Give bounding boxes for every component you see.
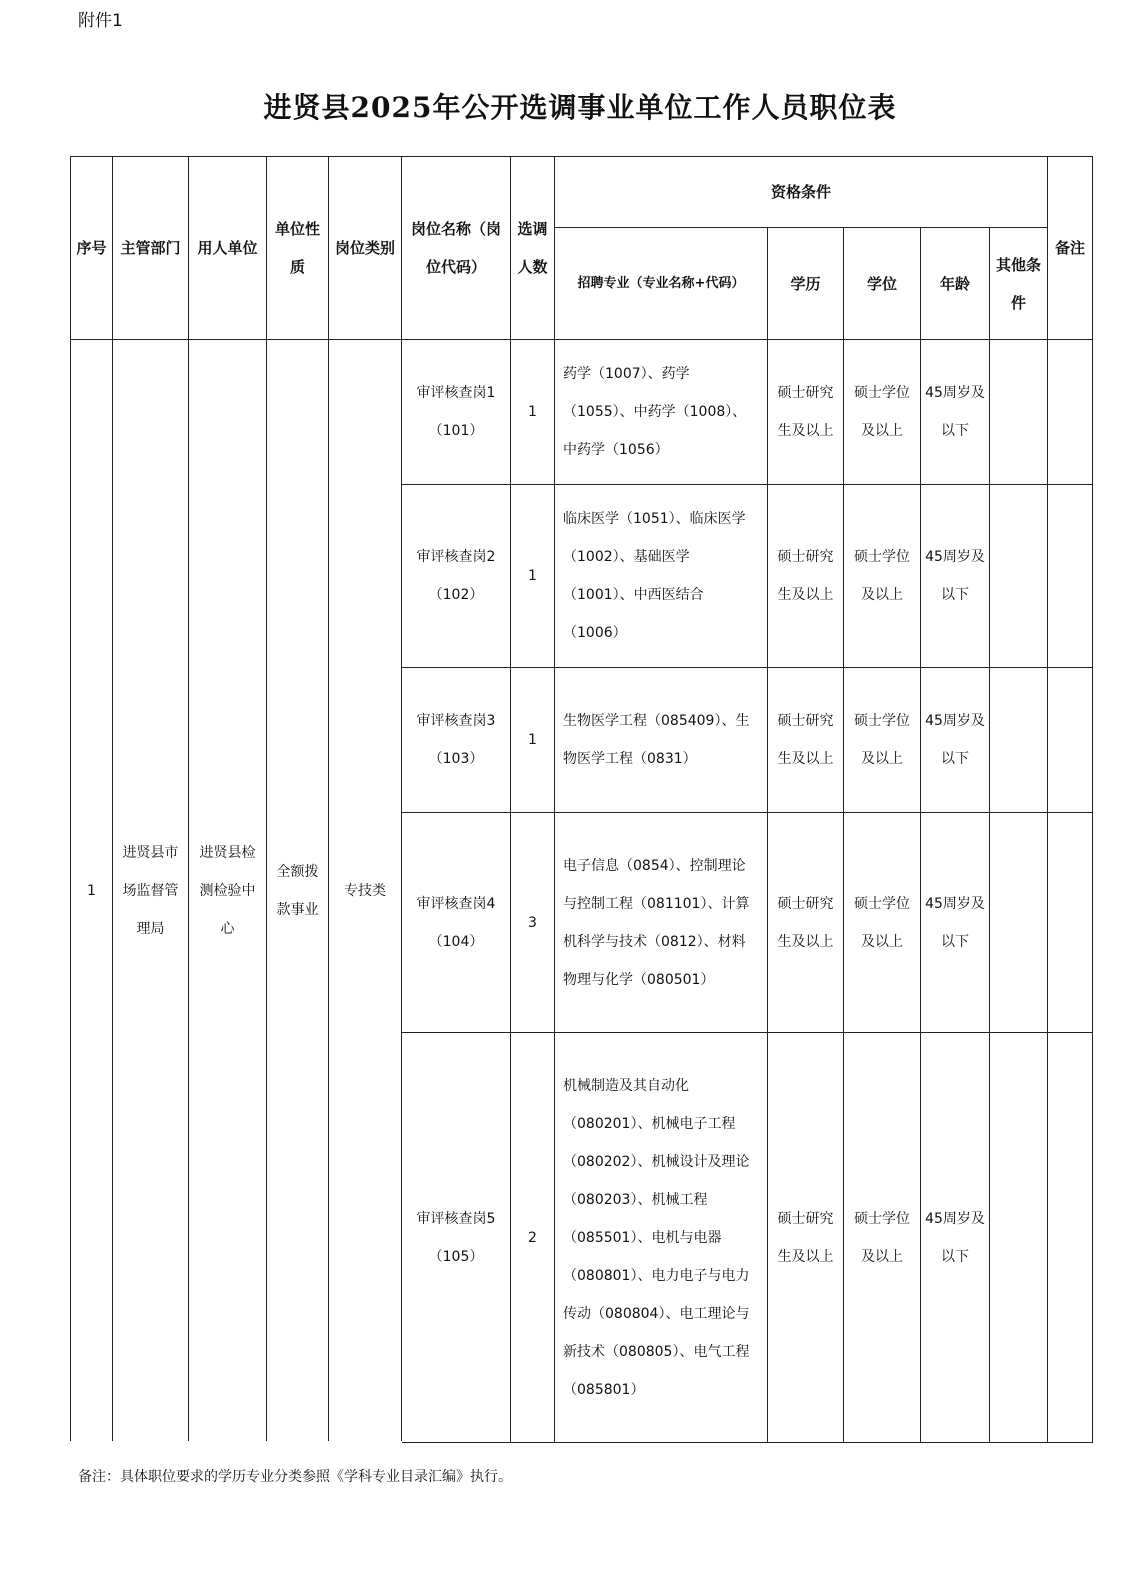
cell-other (990, 485, 1048, 668)
cell-post-name (402, 485, 511, 668)
header-remark: 备注 (1048, 157, 1093, 340)
cell-degree: 硕士学位及以上 (844, 340, 921, 485)
cell-remark (1048, 340, 1093, 485)
cell-remark (1048, 485, 1093, 668)
cell-major: 临床医学（1051）、临床医学（1002）、基础医学（1001）、中西医结合（1006） (555, 485, 768, 668)
cell-age: 45周岁及以下 (921, 485, 990, 668)
cell-employer: 进贤县检测检验中心 (189, 340, 267, 1443)
header-post-name: 岗位名称（岗位代码） (402, 157, 511, 340)
cell-post-name (402, 340, 511, 485)
header-major: 招聘专业（专业名称+代码） (555, 228, 768, 340)
cell-count: 3 (511, 813, 555, 1033)
post-code: （103） (428, 751, 484, 767)
cell-degree: 硕士学位及以上 (844, 1033, 921, 1443)
cell-other (990, 340, 1048, 485)
header-dept: 主管部门 (113, 157, 189, 340)
cell-count: 1 (511, 340, 555, 485)
cell-age: 45周岁及以下 (921, 813, 990, 1033)
post-name: 审评核查岗5 (416, 1210, 496, 1227)
header-employer: 用人单位 (189, 157, 267, 340)
cell-other (990, 1033, 1048, 1443)
cell-remark (1048, 668, 1093, 813)
post-name: 审评核查岗1 (416, 385, 496, 401)
footnote: 备注：具体职位要求的学历专业分类参照《学科专业目录汇编》执行。 (78, 1469, 512, 1485)
cell-education: 硕士研究生及以上 (768, 485, 844, 668)
header-other: 其他条件 (990, 228, 1048, 340)
cell-seq: 1 (71, 340, 113, 1443)
post-name: 审评核查岗2 (416, 549, 496, 565)
cell-education: 硕士研究生及以上 (768, 813, 844, 1033)
cell-age: 45周岁及以下 (921, 340, 990, 485)
cell-other (990, 668, 1048, 813)
page-title: 进贤县2025年公开选调事业单位工作人员职位表 (263, 91, 897, 124)
header-post-category: 岗位类别 (329, 157, 402, 340)
cell-major: 药学（1007）、药学（1055）、中药学（1008）、中药学（1056） (555, 340, 768, 485)
cell-post-category: 专技类 (329, 340, 402, 1443)
cell-major: 电子信息（0854）、控制理论与控制工程（081101）、计算机科学与技术（0812）、材料物理与化学（080501） (555, 813, 768, 1033)
cell-unit-nature: 全额拨款事业 (267, 340, 329, 1443)
cell-education: 硕士研究生及以上 (768, 340, 844, 485)
header-education: 学历 (768, 228, 844, 340)
post-code: （102） (428, 587, 484, 603)
table-bottom-gap (70, 1441, 402, 1445)
cell-count: 1 (511, 668, 555, 813)
cell-degree: 硕士学位及以上 (844, 813, 921, 1033)
cell-remark (1048, 813, 1093, 1033)
cell-education: 硕士研究生及以上 (768, 668, 844, 813)
header-degree: 学位 (844, 228, 921, 340)
cell-age: 45周岁及以下 (921, 668, 990, 813)
table-row (71, 340, 1093, 485)
cell-post-name (402, 1033, 511, 1443)
cell-education: 硕士研究生及以上 (768, 1033, 844, 1443)
post-name: 审评核查岗4 (416, 895, 496, 912)
cell-post-name (402, 813, 511, 1033)
cell-major: 生物医学工程（085409）、生物医学工程（0831） (555, 668, 768, 813)
post-name: 审评核查岗3 (416, 713, 496, 729)
header-unit-nature: 单位性质 (267, 157, 329, 340)
header-age: 年龄 (921, 228, 990, 340)
cell-remark (1048, 1033, 1093, 1443)
cell-post-name (402, 668, 511, 813)
position-table (70, 156, 1093, 1443)
cell-degree: 硕士学位及以上 (844, 668, 921, 813)
cell-count: 1 (511, 485, 555, 668)
cell-count: 2 (511, 1033, 555, 1443)
cell-other (990, 813, 1048, 1033)
cell-major: 机械制造及其自动化（080201）、机械电子工程（080202）、机械设计及理论（080203）、机械工程（085501）、电机与电器（080801）、电力电子与电力传动（080804）、电工理论与新技术（080805）、电气工程（085801） (555, 1033, 768, 1443)
post-code: （101） (428, 423, 484, 439)
cell-degree: 硕士学位及以上 (844, 485, 921, 668)
cell-age: 45周岁及以下 (921, 1033, 990, 1443)
post-code: （104） (428, 933, 484, 950)
header-seq: 序号 (71, 157, 113, 340)
cell-dept: 进贤县市场监督管理局 (113, 340, 189, 1443)
attachment-label: 附件1 (78, 11, 123, 31)
header-count: 选调人数 (511, 157, 555, 340)
post-code: （105） (428, 1248, 484, 1265)
header-qualifications: 资格条件 (555, 157, 1048, 228)
